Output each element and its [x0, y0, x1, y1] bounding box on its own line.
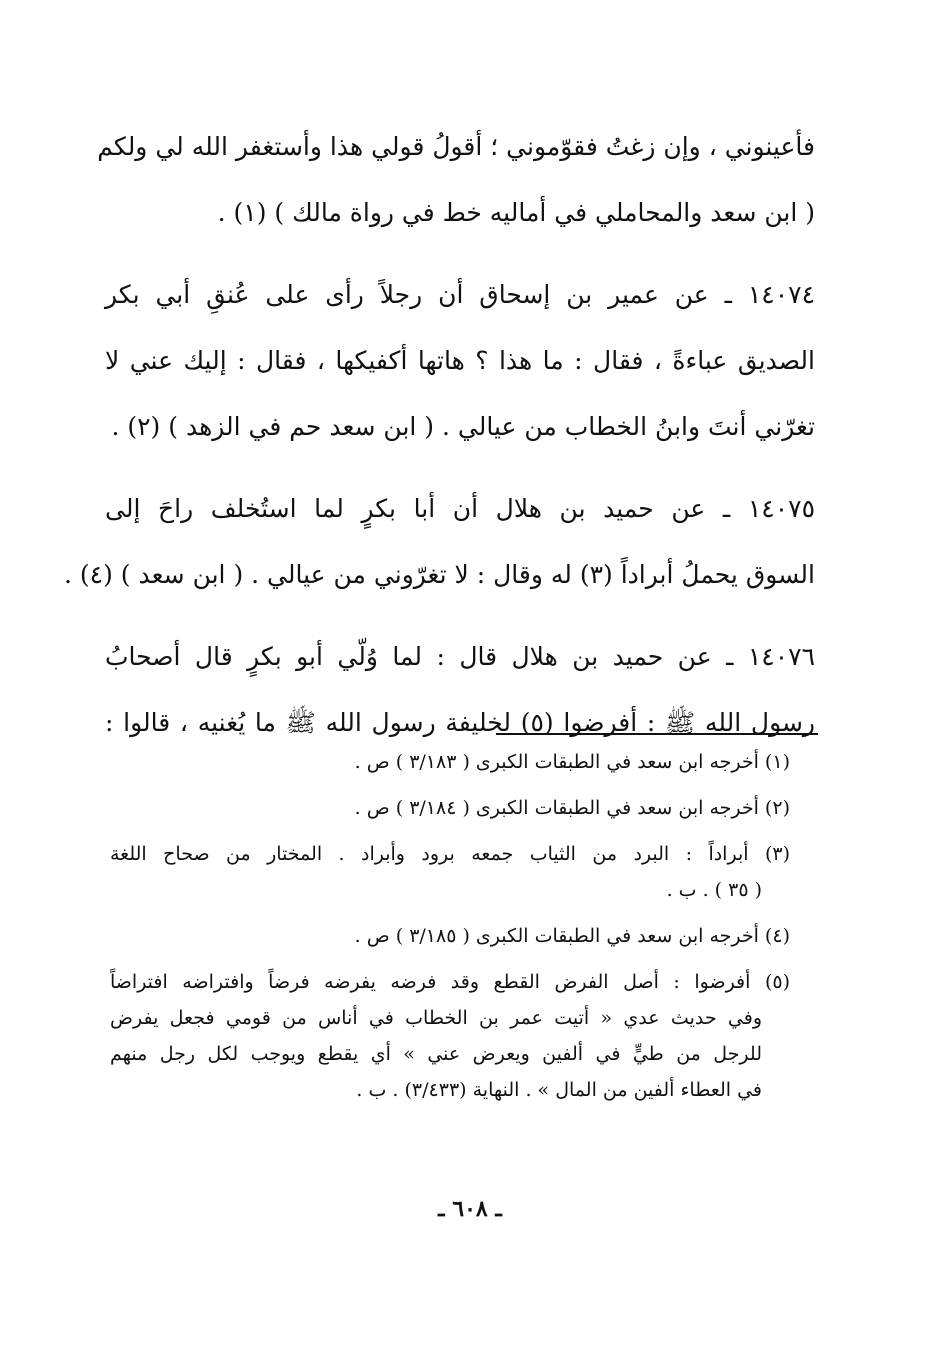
footnote-1: (١) أخرجه ابن سعد في الطبقات الكبرى ( ٣/١٨٣ ) ص .: [354, 751, 790, 773]
footnote-gap: [110, 832, 790, 842]
paragraph-gap: [105, 476, 815, 492]
footnote-3-continuation: ( ٣٥ ) . ب .: [666, 879, 762, 901]
footnote-5-continuation: في العطاء ألفين من المال » . النهاية (٣/٤٣٣) . ب .: [356, 1079, 762, 1101]
text-line: فأعينوني ، وإن زغتُ فقوّموني ؛ أقولُ قولي هذا وأستغفر الله لي ولكم: [97, 132, 815, 161]
text-line: السوق يحملُ أبراداً (٣) له وقال : لا تغرّوني من عيالي . ( ابن سعد ) (٤) .: [64, 560, 815, 589]
footnote-5-continuation: وفي حديث عدي « أتيت عمر بن الخطاب في أناس من قومي فجعل يفرض: [110, 1007, 762, 1029]
footnote-gap: [110, 914, 790, 924]
text-line: تغرّني أنتَ وابنُ الخطاب من عيالي . ( ابن سعد حم في الزهد ) (٢) .: [111, 412, 815, 441]
footnote-4: (٤) أخرجه ابن سعد في الطبقات الكبرى ( ٣/١٨٥ ) ص .: [354, 925, 790, 947]
footnote-5: (٥) أفرضوا : أصل الفرض القطع وقد فرضه يفرضه فرضاً وافتراضه افتراضاً: [110, 971, 790, 993]
footnote-3: (٣) أبراداً : البرد من الثياب جمعه برود وأبراد . المختار من صحاح اللغة: [110, 843, 790, 865]
footnotes: [110, 750, 790, 1114]
footnote-gap: [110, 960, 790, 970]
hadith-14075-line: ١٤٠٧٥ ـ عن حميد بن هلال أن أبا بكرٍ لما استُخلف راحَ إلى: [105, 494, 815, 523]
hadith-14074-line: ١٤٠٧٤ ـ عن عمير بن إسحاق أن رجلاً رأى على عُنقِ أبي بكر: [105, 280, 815, 309]
footnote-2: (٢) أخرجه ابن سعد في الطبقات الكبرى ( ٣/١٨٤ ) ص .: [354, 797, 790, 819]
text-line: ( ابن سعد والمحاملي في أماليه خط في رواة مالك ) (١) .: [217, 198, 815, 227]
hadith-14076-line: ١٤٠٧٦ ـ عن حميد بن هلال قال : لما وُلّي أبو بكرٍ قال أصحابُ: [105, 642, 815, 671]
page-number: ـ ٦٠٨ ـ: [438, 1196, 502, 1222]
text-line: الصديق عباءةً ، فقال : ما هذا ؟ هاتها أكفيكها ، فقال : إليك عني لا: [105, 346, 815, 375]
footnote-gap: [110, 786, 790, 796]
paragraph-gap: [105, 624, 815, 640]
main-text: [64, 130, 816, 772]
footnote-5-continuation: للرجل من طيٍّ في ألفين ويعرض عني » أي يقطع ويوجب لكل رجل منهم: [110, 1043, 762, 1065]
paragraph-gap: [105, 262, 815, 278]
text-line: رسول الله ﷺ : أفرضوا (٥) لخليفة رسول الله ﷺ ما يُغنيه ، قالوا :: [105, 708, 816, 737]
footnote-divider: [496, 733, 818, 735]
